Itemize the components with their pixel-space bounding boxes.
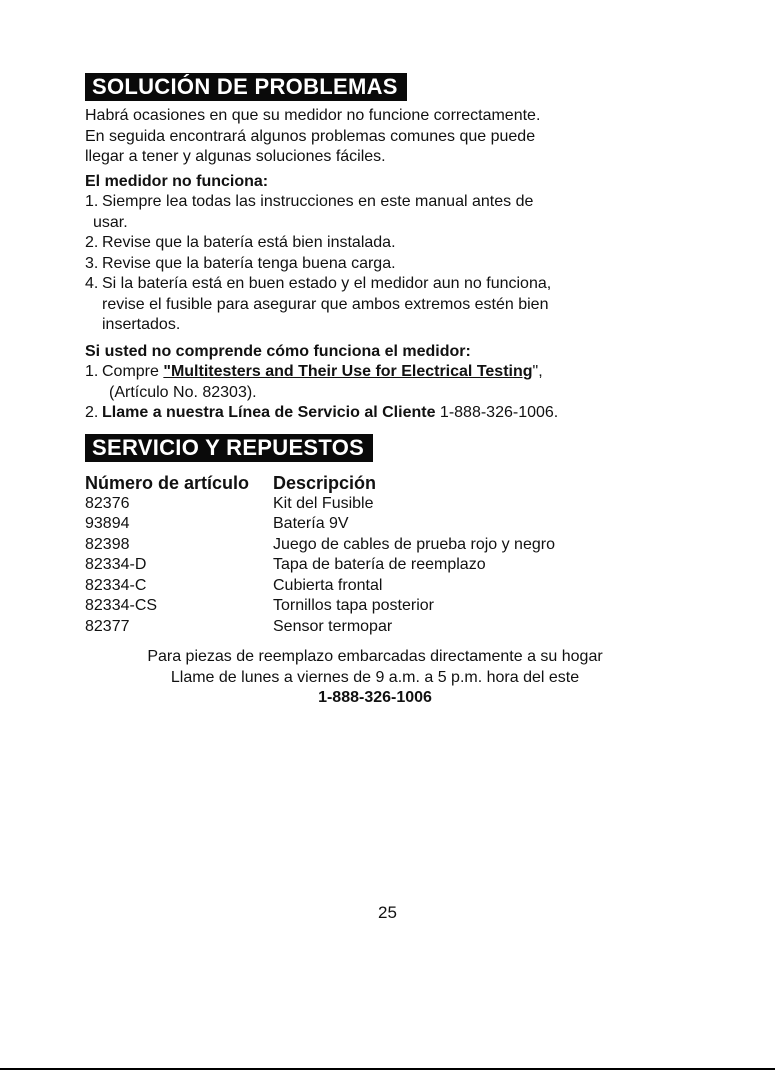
list-text: usar. — [93, 213, 128, 231]
list-text: Si la batería está en buen estado y el medidor aun no funciona, — [102, 275, 552, 292]
article-number: (Artículo No. 82303). — [109, 383, 257, 401]
list-number: 2. — [85, 404, 99, 421]
table-row — [85, 514, 705, 535]
list-text: Revise que la batería tenga buena carga. — [102, 254, 396, 272]
bottom-divider — [0, 1068, 775, 1070]
table-row — [85, 617, 705, 638]
part-number: 82377 — [85, 617, 130, 635]
not-understand-list — [85, 362, 705, 424]
table-row — [85, 576, 705, 597]
column-header-item-number: Número de artículo — [85, 472, 250, 493]
part-number: 82398 — [85, 535, 130, 553]
troubleshooting-intro — [85, 106, 705, 168]
part-number: 82376 — [85, 494, 130, 512]
footer-line: Para piezas de reemplazo embarcadas directamente a su hogar — [147, 648, 603, 665]
intro-line: Habrá ocasiones en que su medidor no funcione correctamente. — [85, 107, 541, 124]
not-understand-heading: Si usted no comprende cómo funciona el medidor: — [85, 342, 471, 360]
book-title: "Multitesters and Their Use for Electrical Testing — [163, 363, 533, 380]
intro-line: En seguida encontrará algunos problemas comunes que puede — [85, 127, 536, 145]
table-header — [85, 472, 705, 494]
list-item — [85, 274, 705, 336]
table-row — [85, 494, 705, 515]
list-number: 3. — [85, 254, 99, 272]
list-number: 1. — [85, 363, 99, 380]
part-description: Juego de cables de prueba rojo y negro — [273, 535, 555, 553]
list-item — [85, 254, 705, 275]
part-number: 82334-C — [85, 576, 147, 594]
table-row — [85, 535, 705, 556]
list-item — [85, 233, 705, 254]
footer-phone: 1-888-326-1006 — [318, 689, 432, 706]
list-text: ", — [532, 363, 543, 380]
list-text: revise el fusible para asegurar que ambos extremos estén bien — [102, 295, 549, 313]
part-number: 82334-CS — [85, 597, 158, 614]
list-number: 4. — [85, 275, 99, 292]
meter-not-working-heading: El medidor no funciona: — [85, 172, 269, 190]
intro-line: llegar a tener y algunas soluciones fáciles. — [85, 148, 386, 165]
list-item — [85, 362, 705, 403]
part-number: 93894 — [85, 515, 130, 532]
meter-not-working-list — [85, 192, 705, 336]
table-row — [85, 555, 705, 576]
part-description: Tornillos tapa posterior — [273, 597, 434, 614]
list-item — [85, 403, 705, 424]
part-description: Cubierta frontal — [273, 576, 383, 594]
troubleshooting-banner: SOLUCIÓN DE PROBLEMAS — [85, 73, 407, 101]
part-description: Tapa de batería de reemplazo — [273, 556, 486, 573]
column-header-description: Descripción — [273, 472, 377, 493]
list-text: Siempre lea todas las instrucciones en este manual antes de — [102, 193, 534, 210]
customer-service-phone: 1-888-326-1006. — [435, 404, 559, 421]
list-number: 2. — [85, 234, 99, 251]
manual-page — [85, 70, 705, 709]
parts-table — [85, 472, 705, 638]
part-description: Batería 9V — [273, 515, 349, 532]
customer-service-label: Llame a nuestra Línea de Servicio al Cliente — [102, 404, 436, 421]
list-item — [85, 192, 705, 233]
part-number: 82334-D — [85, 556, 147, 573]
footer-line: Llame de lunes a viernes de 9 a.m. a 5 p.m. hora del este — [170, 668, 580, 686]
part-description: Kit del Fusible — [273, 494, 374, 512]
list-text: insertados. — [102, 316, 181, 333]
service-banner: SERVICIO Y REPUESTOS — [85, 434, 373, 462]
list-text: Revise que la batería está bien instalada. — [102, 234, 396, 251]
part-description: Sensor termopar — [273, 617, 393, 635]
table-row — [85, 596, 705, 617]
page-number: 25 — [378, 903, 397, 922]
replacement-parts-info — [65, 647, 685, 709]
list-text: Compre — [102, 363, 164, 380]
list-number: 1. — [85, 193, 99, 210]
